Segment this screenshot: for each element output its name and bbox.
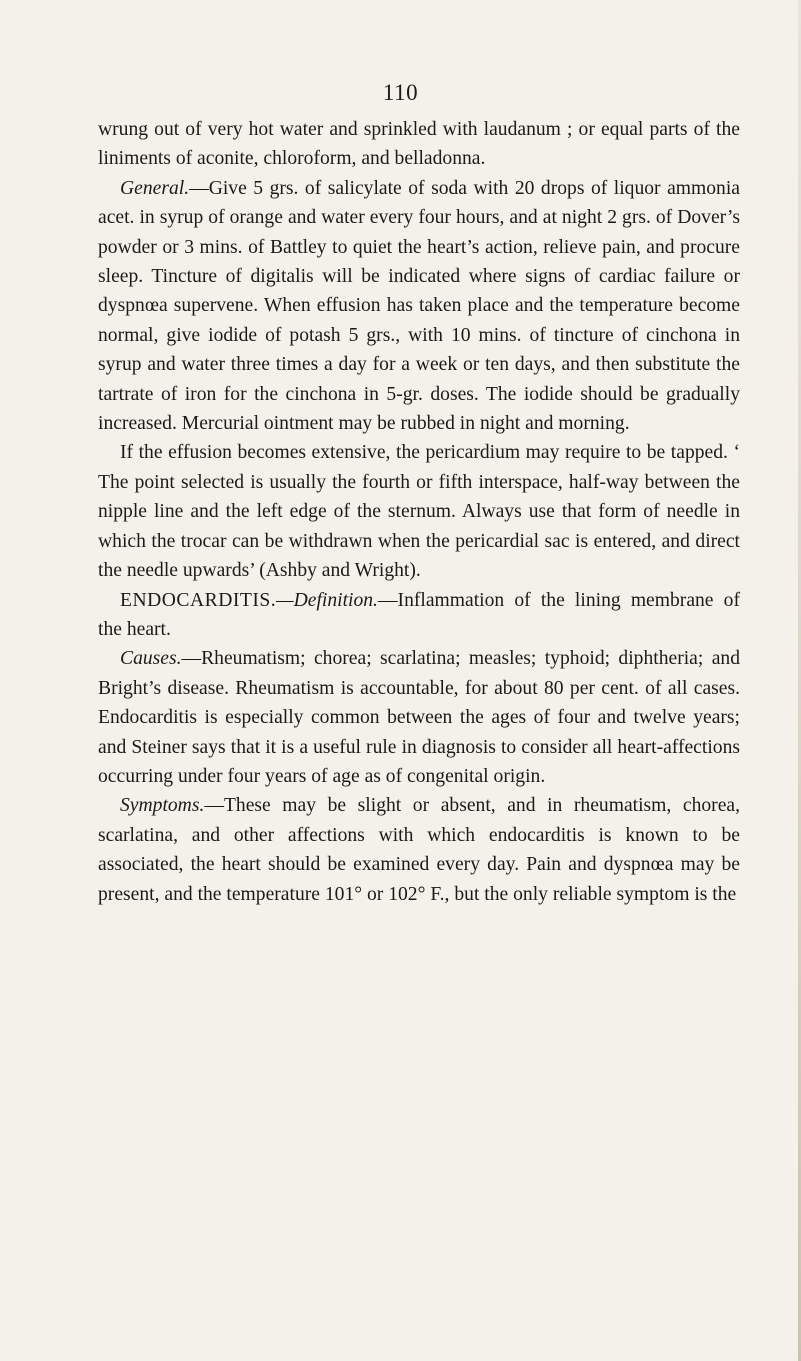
paragraph-causes-text: —Rheumatism; chorea; scarlatina; measles; typhoid; diphtheria; and Bright’s disease. Rheumatism is accountable, for about 80 per cent. of all cases. Endocarditis is especially common between the ages of four and twelve years; and Steiner says that it is a useful rule in diagnosis to consider all heart-affections occurring under four years of age as of congenital origin. (98, 648, 740, 787)
paragraph-symptoms-text: —These may be slight or absent, and in rheumatism, chorea, scarlatina, and other affections with which endocarditis is known to be associated, the heart should be examined every day. Pain and dyspnœa may be present, and the temperature 101° or 102° F., but the only reliable symptom is the (98, 795, 740, 905)
paragraph-1 (98, 115, 740, 174)
page-number: 110 (382, 80, 419, 105)
heading-endocarditis: ENDOCARDITIS. (120, 589, 277, 611)
paragraph-endocarditis (98, 586, 740, 645)
paragraph-effusion-text: If the effusion becomes extensive, the pericardium may require to be tapped. ‘ The point selected is usually the fourth or fifth interspace, half-way between the nipple line and the left edge of the sternum. Always use that form of needle in which the trocar can be withdrawn when the pericardial sac is entered, and direct the needle upwards’ (Ashby and Wright). (98, 442, 740, 582)
paragraph-endocarditis-text: —Inflammation of the lining membrane of the heart. (98, 589, 740, 640)
paragraph-causes (98, 644, 740, 791)
heading-definition: —Definition. (276, 589, 378, 611)
heading-general: General. (120, 177, 190, 199)
paragraph-effusion (98, 438, 740, 585)
paragraph-symptoms (98, 791, 740, 909)
heading-symptoms: Symptoms. (120, 795, 205, 817)
paragraph-1-text: wrung out of very hot water and sprinkled with laudanum ; or equal parts of the liniments of aconite, chloroform, and belladonna. (98, 119, 740, 170)
paragraph-general (98, 174, 740, 439)
body-text (98, 115, 740, 909)
paragraph-general-text: —Give 5 grs. of salicylate of soda with 20 drops of liquor ammonia acet. in syrup of orange and water every four hours, and at night 2 grs. of Dover’s powder or 3 mins. of Battley to quiet the heart’s action, relieve pain, and procure sleep. Tincture of digitalis will be indicated where signs of cardiac failure or dyspnœa supervene. When effusion has taken place and the temperature become normal, give iodide of potash 5 grs., with 10 mins. of tincture of cinchona in syrup and water three times a day for a week or ten days, and then substitute the tartrate of iron for the cinchona in 5-gr. doses. The iodide should be gradually increased. Mercurial ointment may be rubbed in night and morning. (98, 177, 740, 435)
heading-causes: Causes. (120, 648, 182, 670)
